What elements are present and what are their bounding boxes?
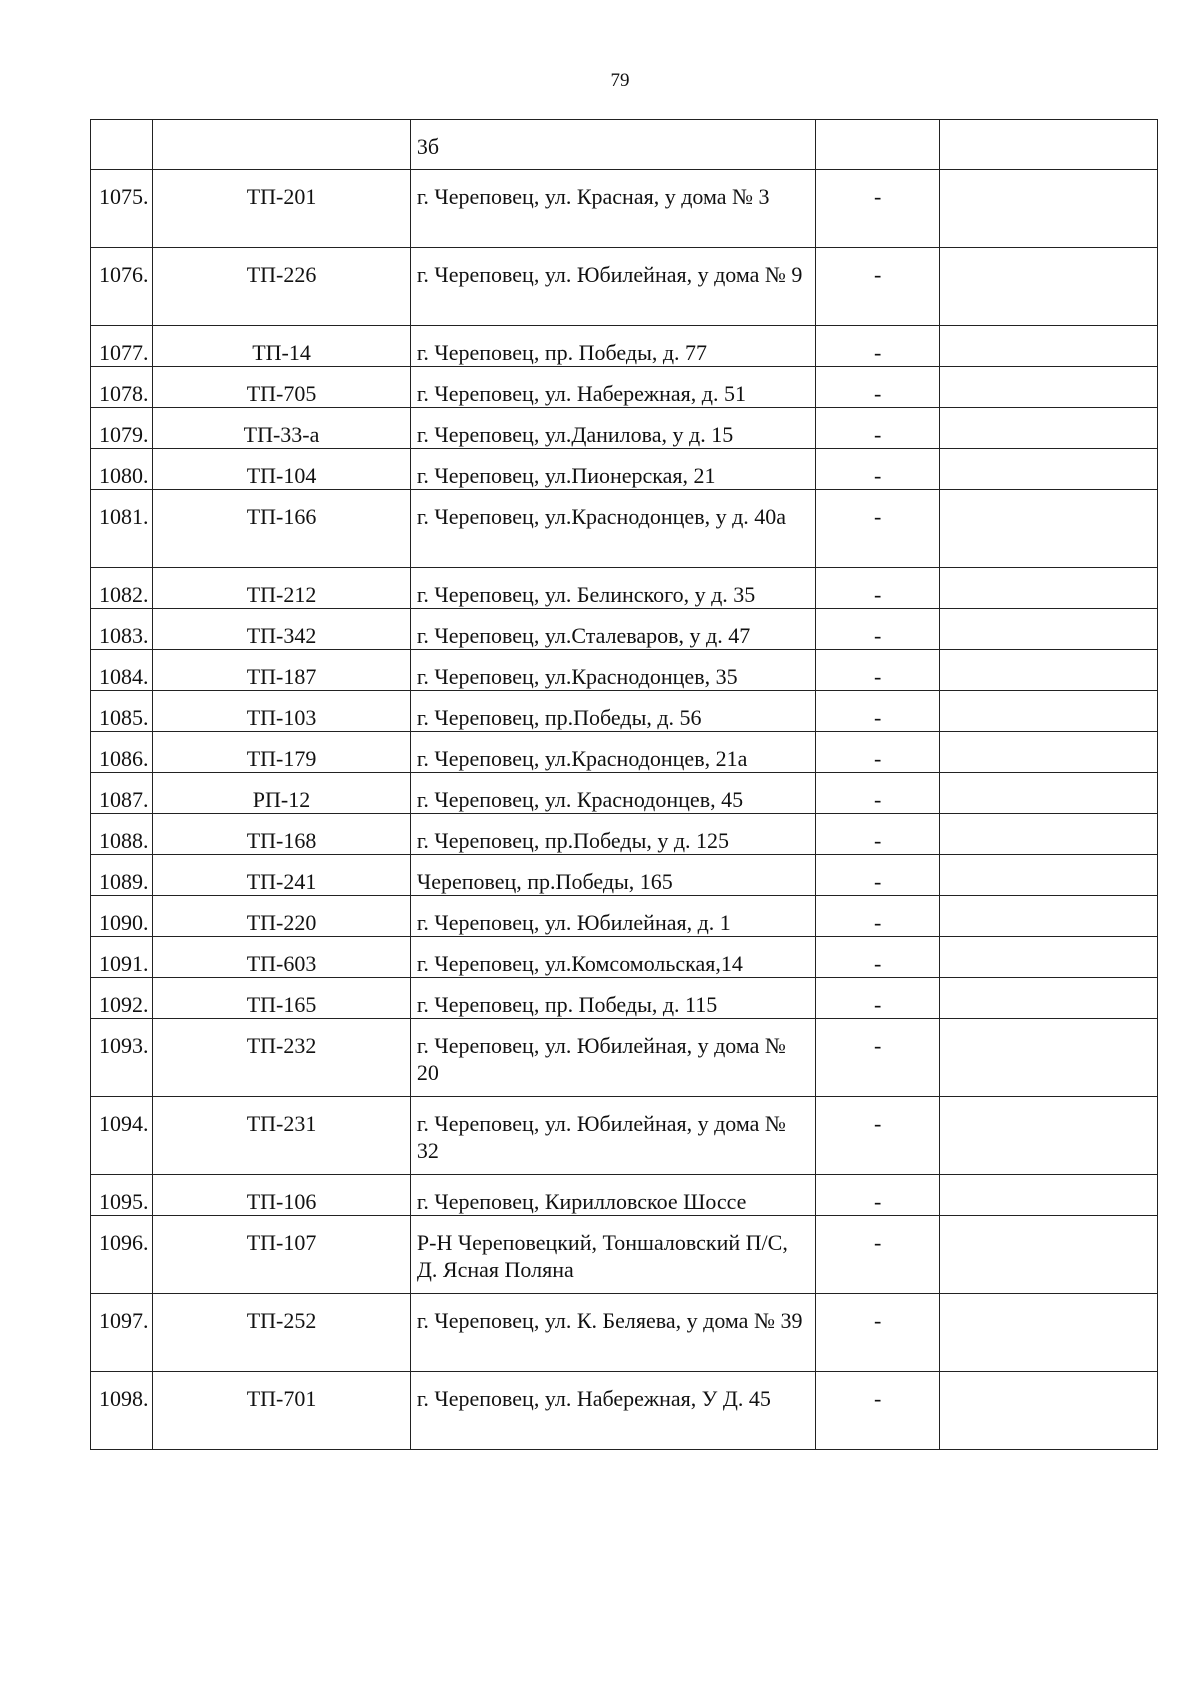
object-code-cell: ТП-103 bbox=[153, 691, 411, 732]
extra-cell bbox=[940, 937, 1158, 978]
table-row bbox=[91, 449, 1158, 490]
mark-cell: - bbox=[816, 367, 940, 408]
extra-cell bbox=[940, 490, 1158, 568]
mark-cell: - bbox=[816, 937, 940, 978]
address-cell: г. Череповец, ул. Набережная, д. 51 bbox=[410, 367, 815, 408]
address-cell: г. Череповец, ул. Набережная, У Д. 45 bbox=[410, 1372, 815, 1450]
object-code-cell: ТП-220 bbox=[153, 896, 411, 937]
table-row bbox=[91, 650, 1158, 691]
row-number-cell: 1080. bbox=[91, 449, 153, 490]
object-code-cell: ТП-231 bbox=[153, 1097, 411, 1175]
extra-cell bbox=[940, 1372, 1158, 1450]
object-code-cell: ТП-232 bbox=[153, 1019, 411, 1097]
row-number-cell bbox=[91, 120, 153, 170]
mark-cell bbox=[816, 120, 940, 170]
address-cell: г. Череповец, ул. К. Беляева, у дома № 39 bbox=[410, 1294, 815, 1372]
mark-cell: - bbox=[816, 170, 940, 248]
table-row bbox=[91, 896, 1158, 937]
mark-cell: - bbox=[816, 1294, 940, 1372]
object-code-cell: ТП-166 bbox=[153, 490, 411, 568]
object-code-cell: РП-12 bbox=[153, 773, 411, 814]
object-code-cell: ТП-701 bbox=[153, 1372, 411, 1450]
extra-cell bbox=[940, 978, 1158, 1019]
table-row bbox=[91, 773, 1158, 814]
extra-cell bbox=[940, 367, 1158, 408]
row-number-cell: 1082. bbox=[91, 568, 153, 609]
table-row bbox=[91, 1175, 1158, 1216]
object-code-cell: ТП-201 bbox=[153, 170, 411, 248]
table-row bbox=[91, 248, 1158, 326]
row-number-cell: 1093. bbox=[91, 1019, 153, 1097]
mark-cell: - bbox=[816, 896, 940, 937]
row-number-cell: 1088. bbox=[91, 814, 153, 855]
address-cell: г. Череповец, ул. Юбилейная, у дома № 32 bbox=[410, 1097, 815, 1175]
mark-cell: - bbox=[816, 691, 940, 732]
extra-cell bbox=[940, 120, 1158, 170]
row-number-cell: 1094. bbox=[91, 1097, 153, 1175]
mark-cell: - bbox=[816, 408, 940, 449]
object-code-cell: ТП-106 bbox=[153, 1175, 411, 1216]
row-number-cell: 1075. bbox=[91, 170, 153, 248]
table-row bbox=[91, 490, 1158, 568]
row-number-cell: 1079. bbox=[91, 408, 153, 449]
address-cell: г. Череповец, пр. Победы, д. 115 bbox=[410, 978, 815, 1019]
table-row bbox=[91, 568, 1158, 609]
table-row bbox=[91, 170, 1158, 248]
address-cell: г. Череповец, пр. Победы, д. 77 bbox=[410, 326, 815, 367]
mark-cell: - bbox=[816, 814, 940, 855]
row-number-cell: 1086. bbox=[91, 732, 153, 773]
extra-cell bbox=[940, 650, 1158, 691]
table-row bbox=[91, 1097, 1158, 1175]
table-row bbox=[91, 408, 1158, 449]
mark-cell: - bbox=[816, 855, 940, 896]
object-code-cell: ТП-342 bbox=[153, 609, 411, 650]
row-number-cell: 1085. bbox=[91, 691, 153, 732]
address-cell: г. Череповец, ул.Пионерская, 21 bbox=[410, 449, 815, 490]
address-cell: г. Череповец, ул. Белинского, у д. 35 bbox=[410, 568, 815, 609]
mark-cell: - bbox=[816, 490, 940, 568]
row-number-cell: 1090. bbox=[91, 896, 153, 937]
row-number-cell: 1076. bbox=[91, 248, 153, 326]
extra-cell bbox=[940, 1097, 1158, 1175]
object-code-cell: ТП-33-а bbox=[153, 408, 411, 449]
address-cell: Череповец, пр.Победы, 165 bbox=[410, 855, 815, 896]
object-code-cell: ТП-179 bbox=[153, 732, 411, 773]
address-cell: г. Череповец, ул. Юбилейная, д. 1 bbox=[410, 896, 815, 937]
row-number-cell: 1095. bbox=[91, 1175, 153, 1216]
object-code-cell: ТП-165 bbox=[153, 978, 411, 1019]
extra-cell bbox=[940, 1216, 1158, 1294]
address-cell: г. Череповец, ул.Сталеваров, у д. 47 bbox=[410, 609, 815, 650]
extra-cell bbox=[940, 1175, 1158, 1216]
address-cell: г. Череповец, ул.Комсомольская,14 bbox=[410, 937, 815, 978]
substation-table bbox=[90, 119, 1158, 1450]
object-code-cell: ТП-212 bbox=[153, 568, 411, 609]
row-number-cell: 1098. bbox=[91, 1372, 153, 1450]
table-row bbox=[91, 326, 1158, 367]
extra-cell bbox=[940, 449, 1158, 490]
row-number-cell: 1091. bbox=[91, 937, 153, 978]
table-row bbox=[91, 691, 1158, 732]
address-cell: Р-Н Череповецкий, Тоншаловский П/С, Д. Ясная Поляна bbox=[410, 1216, 815, 1294]
extra-cell bbox=[940, 248, 1158, 326]
row-number-cell: 1077. bbox=[91, 326, 153, 367]
address-cell: г. Череповец, ул.Краснодонцев, у д. 40а bbox=[410, 490, 815, 568]
table-row bbox=[91, 1216, 1158, 1294]
extra-cell bbox=[940, 326, 1158, 367]
page-number: 79 bbox=[610, 70, 630, 91]
mark-cell: - bbox=[816, 1216, 940, 1294]
mark-cell: - bbox=[816, 449, 940, 490]
row-number-cell: 1081. bbox=[91, 490, 153, 568]
mark-cell: - bbox=[816, 1175, 940, 1216]
object-code-cell: ТП-705 bbox=[153, 367, 411, 408]
extra-cell bbox=[940, 1294, 1158, 1372]
table-row bbox=[91, 855, 1158, 896]
mark-cell: - bbox=[816, 978, 940, 1019]
table-row bbox=[91, 1294, 1158, 1372]
address-cell: г. Череповец, ул. Юбилейная, у дома № 9 bbox=[410, 248, 815, 326]
address-cell: г. Череповец, ул. Красная, у дома № 3 bbox=[410, 170, 815, 248]
extra-cell bbox=[940, 855, 1158, 896]
mark-cell: - bbox=[816, 1097, 940, 1175]
address-cell: г. Череповец, Кирилловское Шоссе bbox=[410, 1175, 815, 1216]
mark-cell: - bbox=[816, 1372, 940, 1450]
extra-cell bbox=[940, 568, 1158, 609]
mark-cell: - bbox=[816, 248, 940, 326]
extra-cell bbox=[940, 408, 1158, 449]
address-cell: г. Череповец, ул. Краснодонцев, 45 bbox=[410, 773, 815, 814]
mark-cell: - bbox=[816, 650, 940, 691]
row-number-cell: 1097. bbox=[91, 1294, 153, 1372]
mark-cell: - bbox=[816, 1019, 940, 1097]
mark-cell: - bbox=[816, 773, 940, 814]
object-code-cell: ТП-104 bbox=[153, 449, 411, 490]
extra-cell bbox=[940, 896, 1158, 937]
mark-cell: - bbox=[816, 732, 940, 773]
object-code-cell: ТП-14 bbox=[153, 326, 411, 367]
extra-cell bbox=[940, 773, 1158, 814]
address-cell: г. Череповец, ул.Данилова, у д. 15 bbox=[410, 408, 815, 449]
row-number-cell: 1078. bbox=[91, 367, 153, 408]
object-code-cell: ТП-226 bbox=[153, 248, 411, 326]
row-number-cell: 1084. bbox=[91, 650, 153, 691]
address-cell: г. Череповец, пр.Победы, д. 56 bbox=[410, 691, 815, 732]
table-row bbox=[91, 814, 1158, 855]
extra-cell bbox=[940, 609, 1158, 650]
row-number-cell: 1096. bbox=[91, 1216, 153, 1294]
extra-cell bbox=[940, 170, 1158, 248]
table-row bbox=[91, 937, 1158, 978]
address-cell: г. Череповец, ул. Юбилейная, у дома № 20 bbox=[410, 1019, 815, 1097]
mark-cell: - bbox=[816, 326, 940, 367]
object-code-cell: ТП-603 bbox=[153, 937, 411, 978]
object-code-cell: ТП-107 bbox=[153, 1216, 411, 1294]
table-row bbox=[91, 609, 1158, 650]
row-number-cell: 1092. bbox=[91, 978, 153, 1019]
object-code-cell: ТП-241 bbox=[153, 855, 411, 896]
extra-cell bbox=[940, 691, 1158, 732]
extra-cell bbox=[940, 732, 1158, 773]
extra-cell bbox=[940, 1019, 1158, 1097]
object-code-cell: ТП-187 bbox=[153, 650, 411, 691]
continuation-row bbox=[91, 120, 1158, 170]
object-code-cell: ТП-252 bbox=[153, 1294, 411, 1372]
table-row bbox=[91, 367, 1158, 408]
row-number-cell: 1083. bbox=[91, 609, 153, 650]
table-row bbox=[91, 1372, 1158, 1450]
table-row bbox=[91, 978, 1158, 1019]
address-cell: г. Череповец, ул.Краснодонцев, 21а bbox=[410, 732, 815, 773]
object-code-cell: ТП-168 bbox=[153, 814, 411, 855]
mark-cell: - bbox=[816, 609, 940, 650]
object-code-cell bbox=[153, 120, 411, 170]
mark-cell: - bbox=[816, 568, 940, 609]
row-number-cell: 1087. bbox=[91, 773, 153, 814]
address-cell: г. Череповец, ул.Краснодонцев, 35 bbox=[410, 650, 815, 691]
table-row bbox=[91, 732, 1158, 773]
table-row bbox=[91, 1019, 1158, 1097]
table-body bbox=[91, 120, 1158, 1450]
extra-cell bbox=[940, 814, 1158, 855]
address-cell: 3б bbox=[410, 120, 815, 170]
address-cell: г. Череповец, пр.Победы, у д. 125 bbox=[410, 814, 815, 855]
row-number-cell: 1089. bbox=[91, 855, 153, 896]
